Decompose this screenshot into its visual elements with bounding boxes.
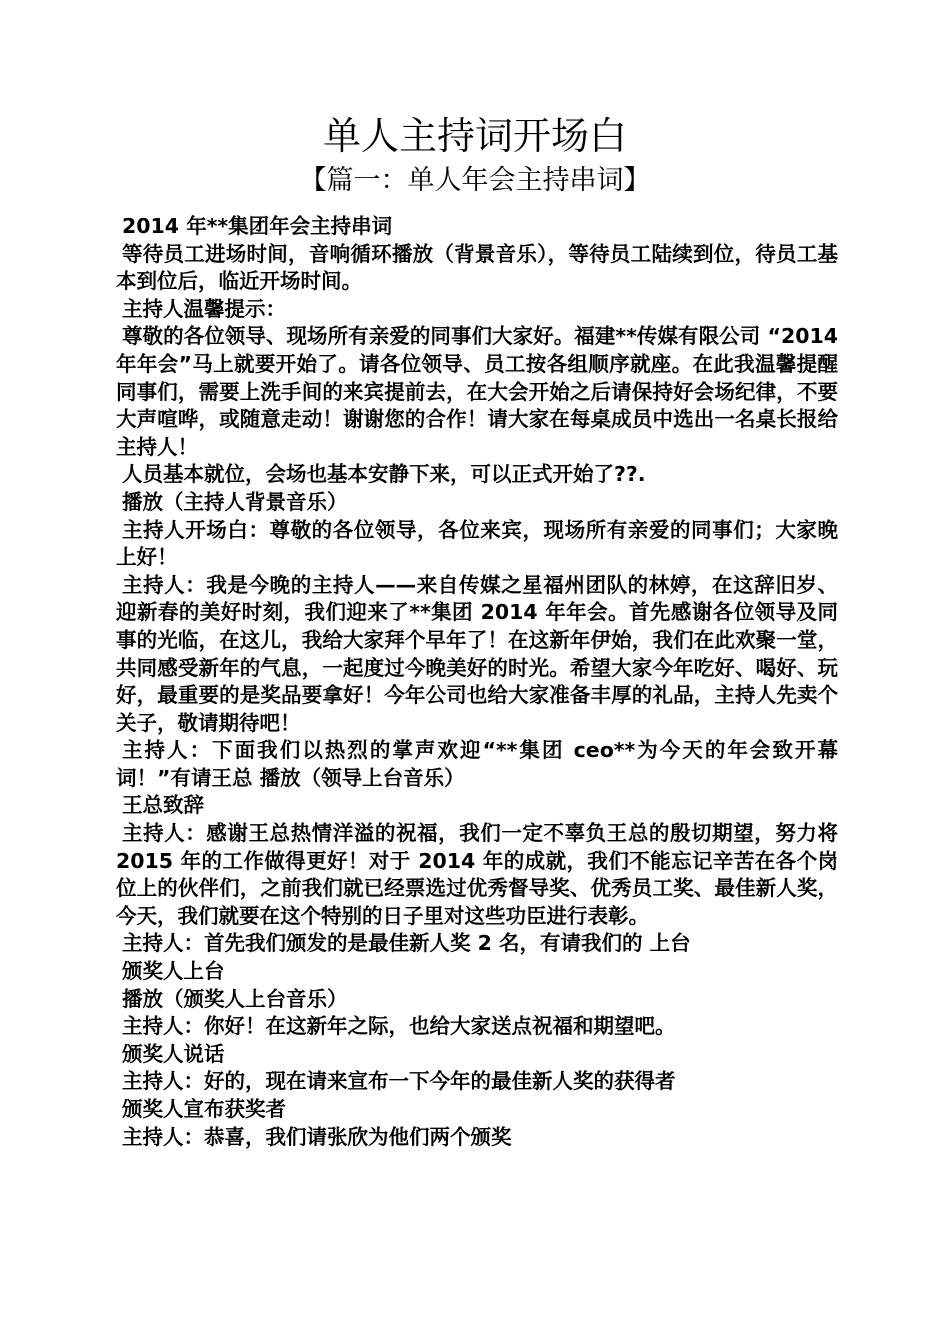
document-subtitle: 【篇一：单人年会主持串词】	[299, 165, 651, 196]
paragraph: 颁奖人上台	[122, 959, 225, 984]
document-body	[116, 213, 838, 1151]
paragraph: 播放（主持人背景音乐）	[122, 489, 348, 514]
paragraph: 主持人：首先我们颁发的是最佳新人奖 2 名，有请我们的 上台	[122, 931, 691, 956]
paragraph: 主持人开场白：尊敬的各位领导，各位来宾，现场所有亲爱的同事们；大家晚上好！	[116, 517, 838, 570]
paragraph: 播放（颁奖人上台音乐）	[122, 986, 348, 1011]
paragraph: 王总致辞	[122, 793, 204, 818]
paragraph: 颁奖人说话	[122, 1041, 225, 1066]
paragraph: 等待员工进场时间，音响循环播放（背景音乐），等待员工陆续到位，待员工基本到位后，临近开场时间。	[116, 241, 838, 294]
document-title: 单人主持词开场白	[322, 114, 627, 158]
paragraph: 主持人：我是今晚的主持人——来自传媒之星福州团队的林婷，在这辞旧岁、迎新春的美好时刻，我们迎来了**集团 2014 年年会。首先感谢各位领导及同事的光临，在这儿，我给大家拜个早年了！在这新年伊始，我们在此欢聚一堂，共同感受新年的气息，一起度过今晚美好的时光。希望大家今年吃好、喝好、玩好，最重要的是奖品要拿好！今年公司也给大家准备丰厚的礼品，主持人先卖个关子，敬请期待吧！	[116, 572, 838, 735]
paragraph: 主持人：下面我们以热烈的掌声欢迎“**集团 ceo**为今天的年会致开幕词！”有请王总 播放（领导上台音乐）	[116, 738, 838, 790]
paragraph: 主持人：感谢王总热情洋溢的祝福，我们一定不辜负王总的殷切期望，努力将 2015 年的工作做得更好！对于 2014 年的成就，我们不能忘记辛苦在各个岗位上的伙伴们，之前我们就已经票选过优秀督导奖、优秀员工奖、最佳新人奖，今天，我们就要在这个特别的日子里对这些功臣进行表彰。	[116, 821, 838, 928]
paragraph: 主持人：你好！在这新年之际，也给大家送点祝福和期望吧。	[122, 1014, 676, 1039]
paragraph: 主持人：恭喜，我们请张欣为他们两个颁奖	[122, 1124, 512, 1149]
paragraph: 主持人温馨提示：	[122, 296, 286, 321]
paragraph: 人员基本就位，会场也基本安静下来，可以正式开始了??.	[122, 462, 646, 487]
paragraph: 主持人：好的，现在请来宣布一下今年的最佳新人奖的获得者	[122, 1069, 676, 1094]
paragraph: 颁奖人宣布获奖者	[122, 1097, 286, 1121]
paragraph: 尊敬的各位领导、现场所有亲爱的同事们大家好。福建**传媒有限公司 “2014 年年会”马上就要开始了。请各位领导、员工按各组顺序就座。在此我温馨提醒同事们，需要上洗手间的来宾提前去，在大会开始之后请保持好会场纪律，不要大声喧哗，或随意走动！谢谢您的合作！请大家在每桌成员中选出一名桌长报给主持人！	[116, 324, 838, 459]
paragraph: 2014 年**集团年会主持串词	[122, 214, 393, 238]
